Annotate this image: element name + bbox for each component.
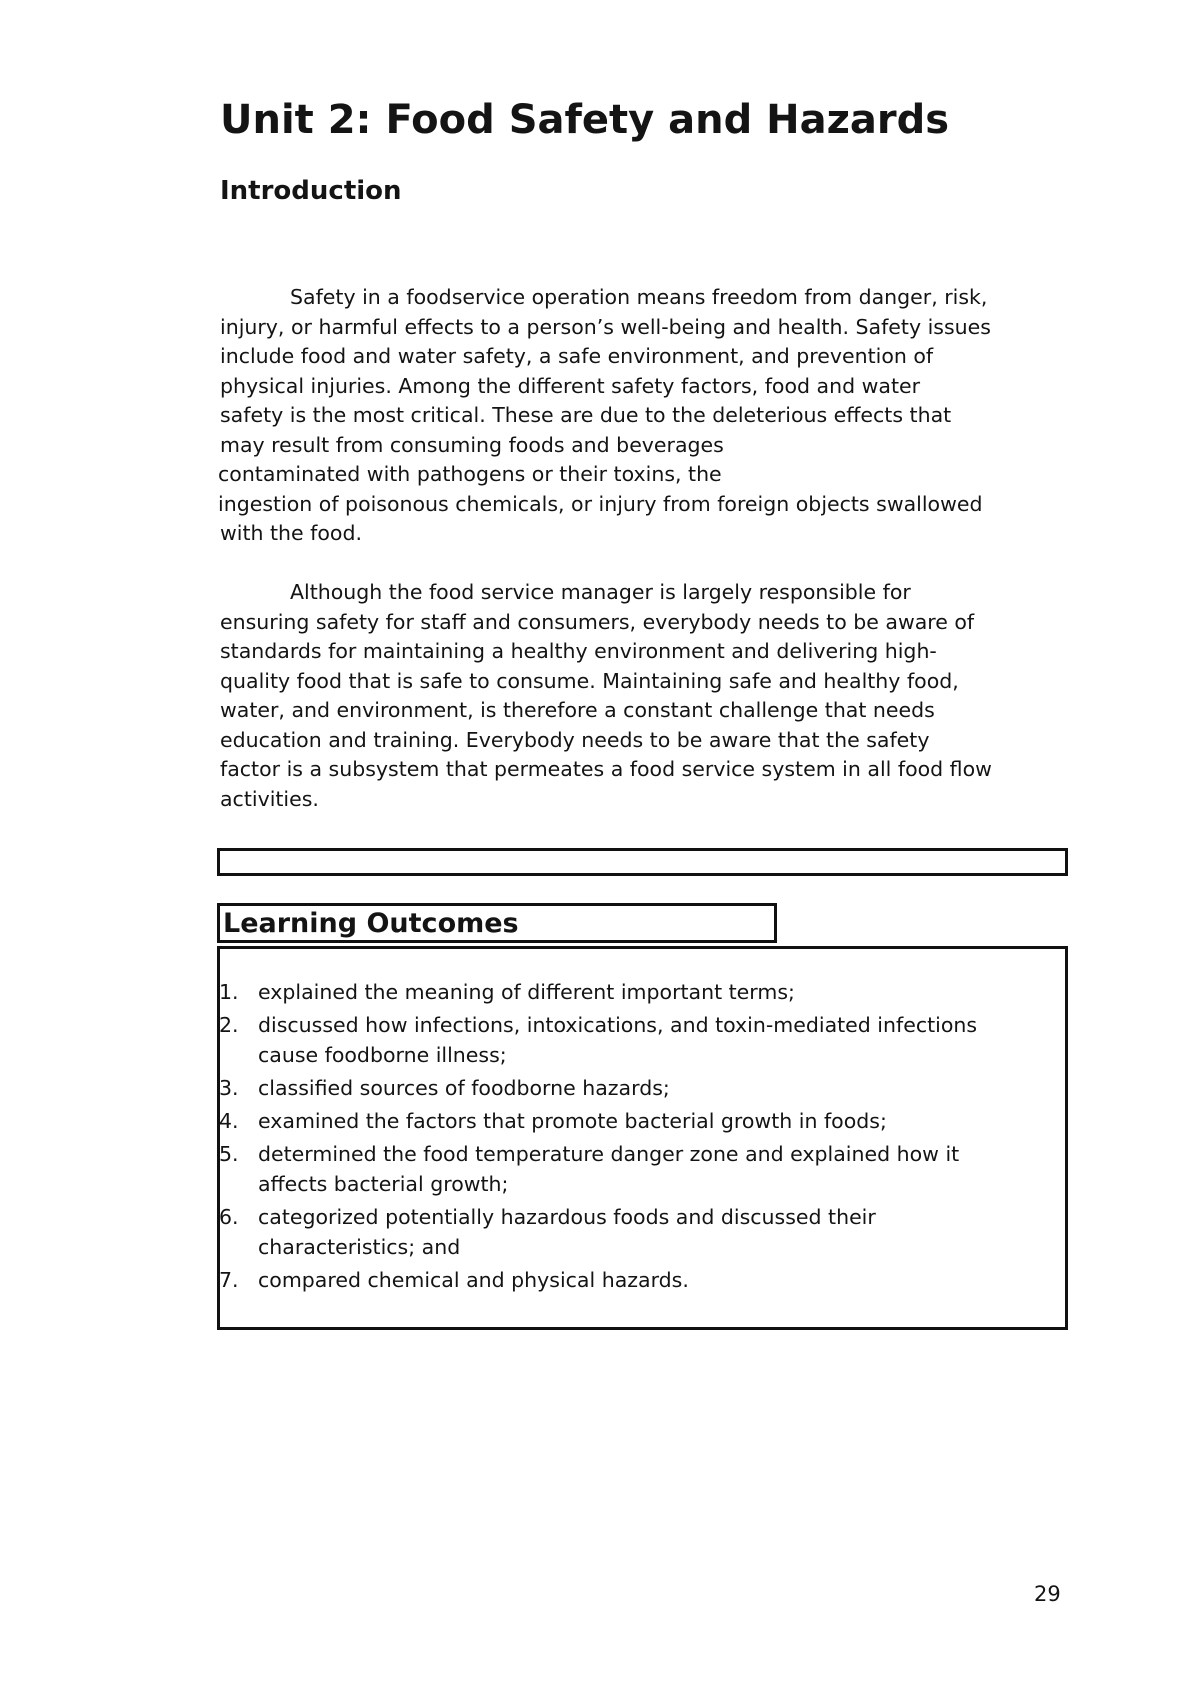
- paragraph-line: education and training. Everybody needs to be aware that the safety: [220, 727, 930, 752]
- list-number: 5.: [219, 1142, 239, 1166]
- paragraph-line: may result from consuming foods and beverages: [220, 432, 724, 457]
- list-number: 2.: [219, 1013, 239, 1037]
- list-item: [220, 1202, 1060, 1262]
- learning-outcomes-heading: Learning Outcomes: [223, 908, 519, 939]
- paragraph-line: ensuring safety for staff and consumers, everybody needs to be aware of: [220, 609, 975, 634]
- list-item-line: determined the food temperature danger zone and explained how it: [258, 1142, 960, 1166]
- list-item-text: [258, 977, 1060, 1007]
- list-item-text: [258, 1265, 1060, 1295]
- paragraph-line: physical injuries. Among the different safety factors, food and water: [220, 373, 921, 398]
- list-number: 3.: [219, 1076, 239, 1100]
- list-item: [220, 1139, 1060, 1199]
- list-item: [220, 1106, 1060, 1136]
- paragraph-line: include food and water safety, a safe environment, and prevention of: [220, 344, 934, 368]
- learning-outcomes-heading-frame: [217, 903, 777, 943]
- paragraph-line: quality food that is safe to consume. Maintaining safe and healthy food,: [220, 668, 959, 693]
- list-item-line: examined the factors that promote bacterial growth in foods;: [258, 1109, 887, 1133]
- page-number: 29: [1034, 1582, 1061, 1606]
- list-item-text: [258, 1106, 1060, 1136]
- list-item-line: characteristics; and: [258, 1235, 461, 1259]
- paragraph-line: with the food.: [220, 521, 362, 545]
- list-item-line: discussed how infections, intoxications, and toxin-mediated infections: [258, 1013, 978, 1037]
- paragraph-line: Although the food service manager is largely responsible for: [290, 580, 911, 604]
- paragraph-line: activities.: [220, 786, 319, 811]
- list-number: 1.: [219, 980, 239, 1004]
- list-item-text: [258, 1073, 1060, 1103]
- paragraph-line: contaminated with pathogens or their toxins, the: [218, 462, 722, 486]
- list-item-text: [258, 1010, 1060, 1070]
- list-item: [220, 1010, 1060, 1070]
- paragraph-line: standards for maintaining a healthy environment and delivering high-: [220, 639, 937, 663]
- paragraph-line: water, and environment, is therefore a constant challenge that needs: [220, 698, 935, 722]
- learning-outcomes-list: [220, 977, 1060, 1298]
- paragraph-line: injury, or harmful effects to a person’s well-being and health. Safety issues: [220, 314, 991, 339]
- list-item-line: cause foodborne illness;: [258, 1043, 507, 1067]
- list-item-line: compared chemical and physical hazards.: [258, 1268, 689, 1292]
- paragraph-line: Safety in a foodservice operation means freedom from danger, risk,: [290, 285, 988, 309]
- list-number: 4.: [219, 1109, 239, 1133]
- list-item-line: affects bacterial growth;: [258, 1172, 509, 1196]
- list-item: [220, 1265, 1060, 1295]
- paragraph-line: ingestion of poisonous chemicals, or injury from foreign objects swallowed: [218, 491, 983, 516]
- empty-frame: [217, 848, 1068, 876]
- list-item-text: [258, 1139, 1060, 1199]
- list-item-line: classified sources of foodborne hazards;: [258, 1076, 670, 1100]
- introduction-paragraph-2: [220, 578, 1090, 814]
- list-item-text: [258, 1202, 1060, 1262]
- list-item-line: categorized potentially hazardous foods and discussed their: [258, 1205, 876, 1229]
- introduction-paragraph-1: [220, 283, 1090, 549]
- list-number: 7.: [219, 1268, 239, 1292]
- learning-outcomes-box: [217, 946, 1068, 1330]
- list-item-line: explained the meaning of different important terms;: [258, 980, 795, 1004]
- introduction-heading: Introduction: [220, 176, 402, 206]
- paragraph-line: factor is a subsystem that permeates a food service system in all food flow: [220, 757, 992, 781]
- list-item: [220, 1073, 1060, 1103]
- page-title: Unit 2: Food Safety and Hazards: [220, 97, 950, 143]
- list-number: 6.: [219, 1205, 239, 1229]
- paragraph-line: safety is the most critical. These are due to the deleterious effects that: [220, 403, 952, 427]
- list-item: [220, 977, 1060, 1007]
